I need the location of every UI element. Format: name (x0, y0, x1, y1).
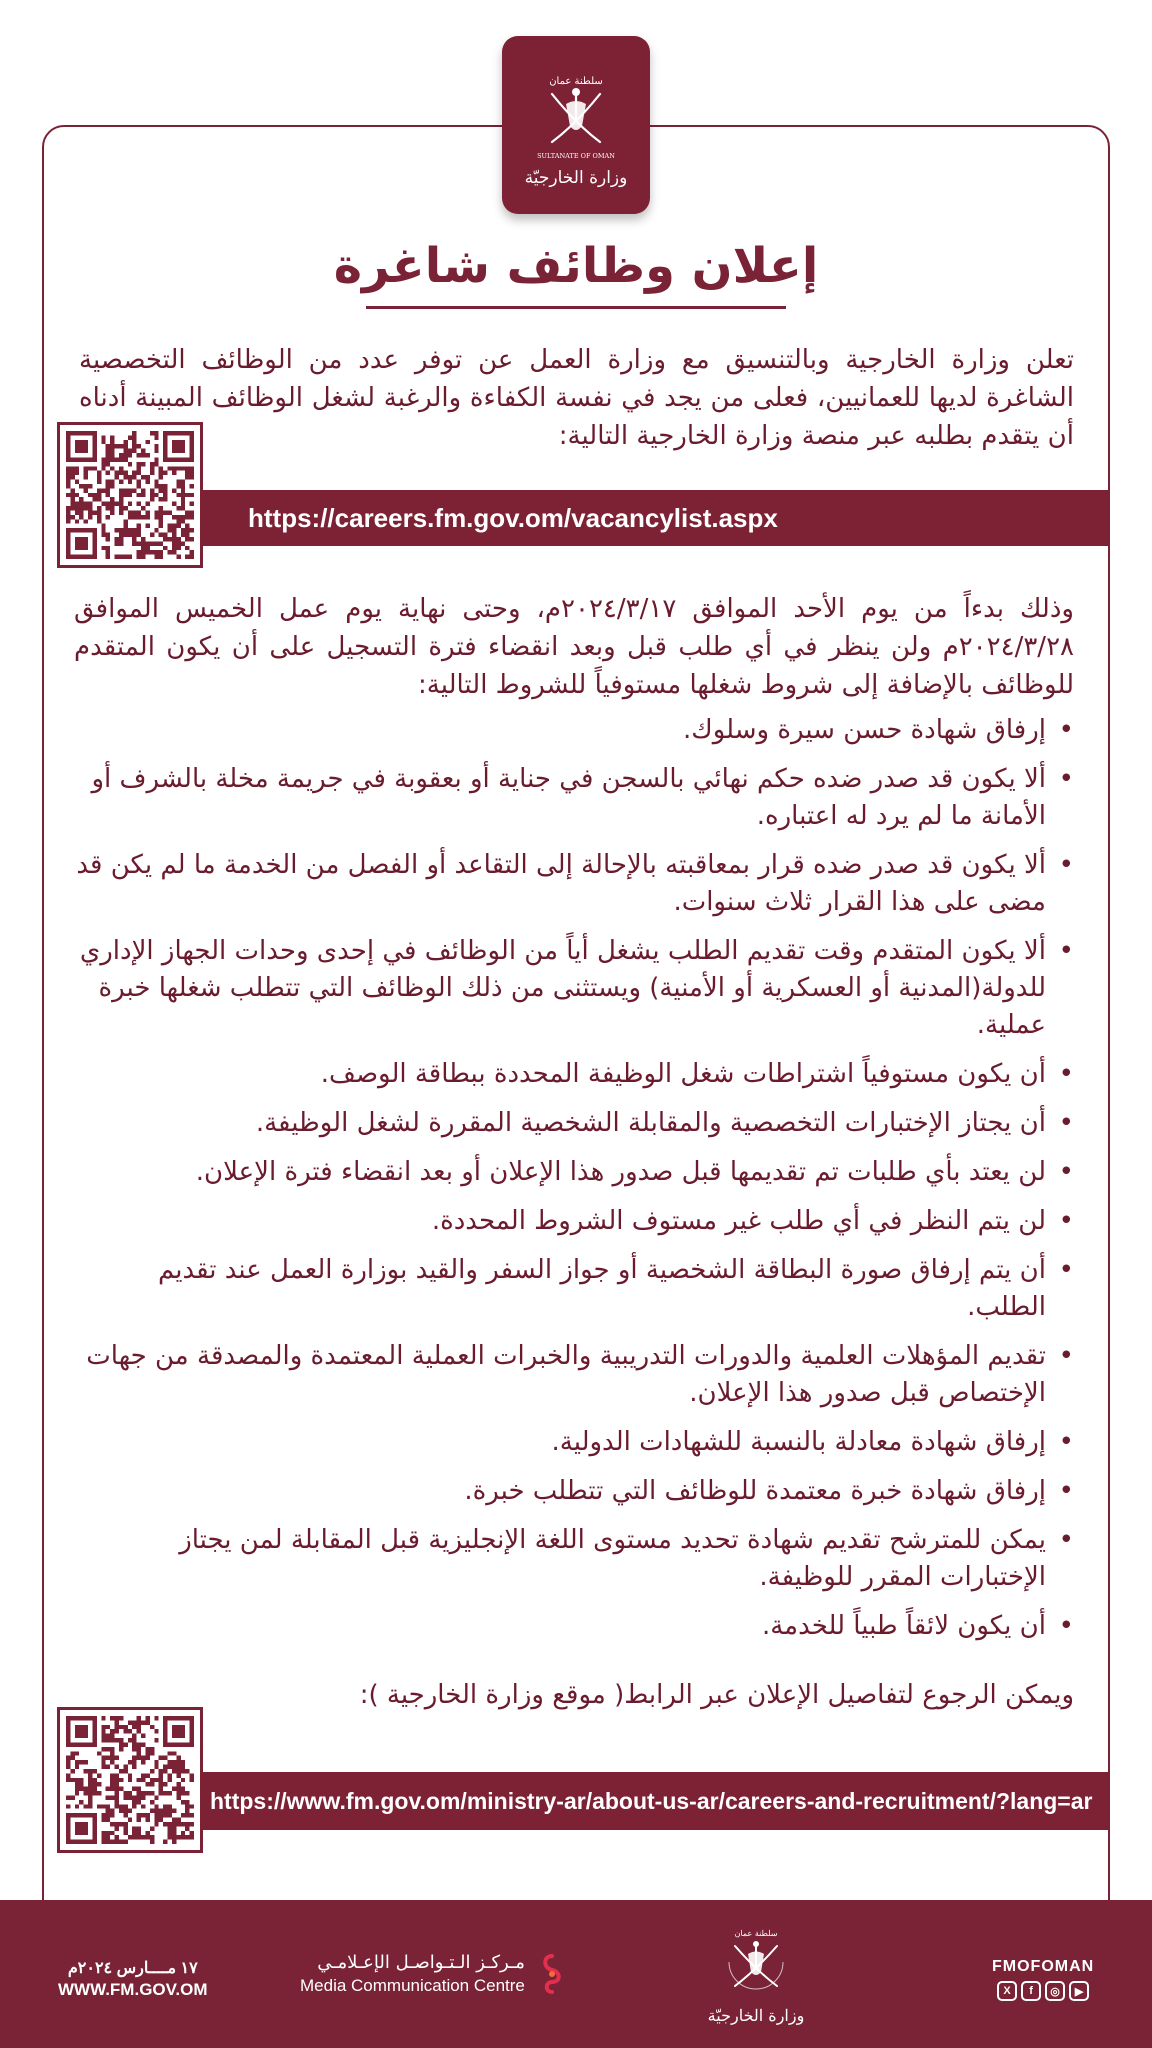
footer-ministry-name: وزارة الخارجيّة (707, 2006, 805, 2025)
media-centre-logo (300, 1952, 565, 1996)
intro-paragraph: تعلن وزارة الخارجية وبالتنسيق مع وزارة العمل عن توفر عدد من الوظائف التخصصية الشاغرة لديها للعمانيين، فعلى من يجد في نفسة الكفاءة والرغبة لشغل الوظائف المبينة أدناه أن يتقدم بطلبه عبر منصة وزارة الخارجية التالية: (79, 345, 1074, 451)
condition-text: أن يكون مستوفياً اشتراطات شغل الوظيفة المحددة ببطاقة الوصف. (320, 1059, 1046, 1089)
condition-text: أن يجتاز الإختبارات التخصصية والمقابلة الشخصية المقررة لشغل الوظيفة. (255, 1108, 1046, 1138)
condition-text: ألا يكون قد صدر ضده حكم نهائي بالسجن في جناية أو بعقوبة في جريمة مخلة بالشرف أو الأمانة ما لم يرد له اعتباره. (91, 764, 1046, 831)
qr-code-icon (66, 431, 194, 559)
condition-item (74, 1608, 1074, 1645)
facebook-icon[interactable]: f (1021, 1981, 1041, 2001)
condition-text: لن يعتد بأي طلبات تم تقديمها قبل صدور هذا الإعلان أو بعد انقضاء فترة الإعلان. (195, 1157, 1046, 1187)
bullet-icon: • (1058, 1525, 1074, 1555)
emblem-arabic-text: سلطنة عمان (549, 76, 603, 87)
footer-date-block (58, 1958, 208, 2000)
bullet-icon: • (1058, 936, 1074, 966)
bullet-icon: • (1058, 1108, 1074, 1138)
qr-code-apply[interactable] (57, 422, 203, 568)
condition-text: إرفاق شهادة معادلة بالنسبة للشهادات الدولية. (551, 1427, 1046, 1457)
condition-text: لن يتم النظر في أي طلب غير مستوف الشروط المحددة. (431, 1206, 1046, 1236)
oman-emblem-icon (530, 62, 622, 166)
bullet-icon: • (1058, 1206, 1074, 1236)
bullet-icon: • (1058, 1059, 1074, 1089)
social-handle: FMOFOMAN (992, 1958, 1095, 1975)
condition-item (74, 1338, 1074, 1412)
bullet-icon: • (1058, 1427, 1074, 1457)
condition-text: يمكن للمترشح تقديم شهادة تحديد مستوى اللغة الإنجليزية قبل المقابلة لمن يجتاز الإختبارات المقرر للوظيفة. (179, 1525, 1046, 1592)
ministry-logo (502, 36, 650, 214)
condition-item (74, 712, 1074, 749)
application-period-paragraph: وذلك بدءاً من يوم الأحد الموافق ٢٠٢٤/٣/١٧م، وحتى نهاية يوم عمل الخميس الموافق ٢٠٢٤/٣/٢٨م ولن ينظر في أي طلب قبل وبعد انقضاء فترة التسجيل على أن يكون المتقدم للوظائف بالإضافة إلى شروط شغلها مستوفياً للشروط التالية: (74, 594, 1074, 700)
instagram-icon[interactable]: ◎ (1045, 1981, 1065, 2001)
bullet-icon: • (1058, 1341, 1074, 1371)
condition-item (74, 1424, 1074, 1461)
apply-url-link[interactable]: https://careers.fm.gov.om/vacancylist.aspx (200, 490, 1110, 546)
condition-item (74, 1252, 1074, 1326)
qr-code-icon (66, 1716, 194, 1844)
bullet-icon: • (1058, 764, 1074, 794)
condition-text: إرفاق شهادة حسن سيرة وسلوك. (683, 715, 1046, 745)
bullet-icon: • (1058, 1476, 1074, 1506)
oman-emblem-icon (719, 1922, 793, 2004)
condition-item (74, 847, 1074, 921)
refer-text: ويمكن الرجوع لتفاصيل الإعلان عبر الرابط( موقع وزارة الخارجية ): (359, 1680, 1074, 1710)
footer (0, 1900, 1152, 2048)
footer-emblem-text: سلطنة عمان (734, 1929, 778, 1938)
condition-item (74, 1473, 1074, 1510)
condition-text: أن يكون لائقاً طبياً للخدمة. (761, 1611, 1046, 1641)
page-title: إعلان وظائف شاغرة (333, 238, 819, 294)
footer-website-link[interactable]: WWW.FM.GOV.OM (58, 1980, 208, 1999)
ministry-name: وزارة الخارجيّة (524, 168, 628, 188)
x-icon[interactable]: X (997, 1981, 1017, 2001)
qr-code-details[interactable] (57, 1707, 203, 1853)
social-block (992, 1958, 1094, 2001)
condition-item (74, 1203, 1074, 1240)
condition-item (74, 933, 1074, 1044)
condition-text: ألا يكون قد صدر ضده قرار بمعاقبته بالإحالة إلى التقاعد أو الفصل من الخدمة ما لم يكن قد مضى على هذا القرار ثلاث سنوات. (76, 850, 1046, 917)
condition-text: أن يتم إرفاق صورة البطاقة الشخصية أو جواز السفر والقيد بوزارة العمل عند تقديم الطلب. (157, 1255, 1046, 1322)
bullet-icon: • (1058, 850, 1074, 880)
media-centre-arabic: مـركـز الـتـواصـل الإعـلامـي (317, 1952, 525, 1973)
bullet-icon: • (1058, 1255, 1074, 1285)
footer-ministry-logo (706, 1922, 806, 2025)
footer-date: ١٧ مــــارس ٢٠٢٤م (67, 1960, 198, 1977)
emblem-english-text: SULTANATE OF OMAN (537, 152, 615, 160)
condition-item (74, 1105, 1074, 1142)
condition-text: تقديم المؤهلات العلمية والدورات التدريبية والخبرات العملية المعتمدة والمصدقة من جهات الإختصاص قبل صدور هذا الإعلان. (86, 1341, 1046, 1408)
condition-item (74, 761, 1074, 835)
conditions-list (74, 712, 1074, 1657)
title-underline (366, 306, 786, 309)
media-centre-icon (539, 1952, 565, 1996)
social-icons (992, 1981, 1094, 2001)
media-centre-english: Media Communication Centre (300, 1976, 525, 1995)
condition-item (74, 1056, 1074, 1093)
bullet-icon: • (1058, 715, 1074, 745)
details-url-link[interactable]: https://www.fm.gov.om/ministry-ar/about-us-ar/careers-and-recruitment/?lang=ar (200, 1772, 1110, 1830)
bullet-icon: • (1058, 1611, 1074, 1641)
condition-item (74, 1522, 1074, 1596)
youtube-icon[interactable]: ▶ (1069, 1981, 1089, 2001)
condition-text: ألا يكون المتقدم وقت تقديم الطلب يشغل أياً من الوظائف في إحدى وحدات الجهاز الإداري للدولة(المدنية أو العسكرية أو الأمنية) ويستثنى من ذلك الوظائف التي تتطلب شغلها خبرة عملية. (79, 936, 1046, 1040)
condition-text: إرفاق شهادة خبرة معتمدة للوظائف التي تتطلب خبرة. (464, 1476, 1046, 1506)
bullet-icon: • (1058, 1157, 1074, 1187)
condition-item (74, 1154, 1074, 1191)
